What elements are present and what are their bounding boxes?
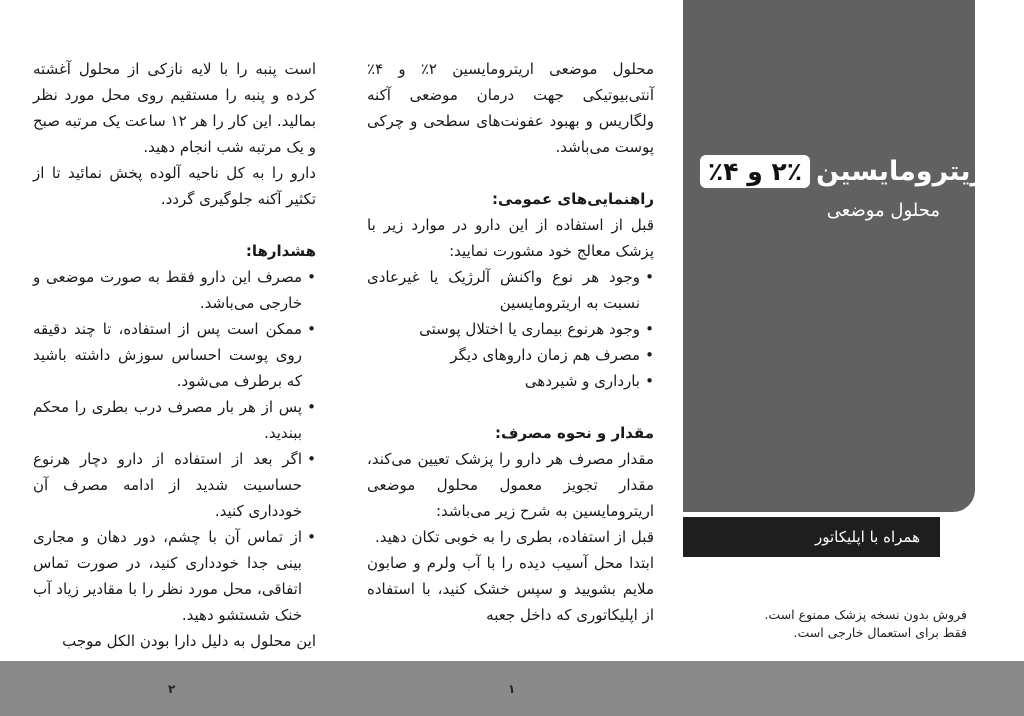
dosage-paragraph-3: ابتدا محل آسیب دیده را با آب ولرم و صابون ملایم بشویید و سپس خشک کنید، با استفاده از اپلیکاتوری که داخل جعبه [367,554,654,624]
applicator-label: همراه با اپلیکاتور [814,528,920,546]
page-number-1: ۱ [508,682,516,696]
continued-paragraph-2: دارو را به کل ناحیه آلوده پخش نمائید تا از تکثیر آکنه جلوگیری گردد. [33,164,316,208]
page-2-column [33,56,316,654]
product-strength: ۲٪ و ۴٪ [700,155,810,188]
warnings-list [33,264,316,628]
list-item: • مصرف هم زمان داروهای دیگر [367,342,654,368]
notice-prescription: فروش بدون نسخه پزشک ممنوع است. [764,607,967,622]
list-item: • بارداری و شیردهی [367,368,654,394]
list-item: • اگر بعد از استفاده از دارو دچار هرنوع حساسیت شدید از ادامه مصرف آن خودداری کنید. [33,446,316,524]
product-title-box [700,150,1005,192]
dosage-paragraph-1: مقدار مصرف هر دارو را پزشک تعیین می‌کند، مقدار تجویز معمول محلول موضعی اریترومایسین به شرح زیر می‌باشد: [367,450,654,520]
list-item: • وجود هرنوع بیماری یا اختلال پوستی [367,316,654,342]
intro-paragraph: محلول موضعی اریترومایسین ۲٪ و ۴٪ آنتی‌بیوتیکی جهت درمان موضعی آکنه ولگاریس و بهبود عفونت‌های سطحی و چرکی پوست می‌باشد. [367,60,654,156]
general-heading: راهنمایی‌های عمومی: [492,190,654,208]
product-title: اریترومایسین [816,155,996,187]
product-subtitle: محلول موضعی [826,200,940,221]
dosage-heading: مقدار و نحوه مصرف: [494,424,654,442]
applicator-banner [683,517,940,557]
warnings-heading: هشدارها: [245,242,316,260]
notice-external-use: فقط برای استعمال خارجی است. [793,625,967,640]
list-item: • از تماس آن با چشم، دور دهان و مجاری بینی جدا خودداری کنید، در صورت تماس اتفاقی، محل مورد نظر را با مقادیر زیاد آب خنک شستشو دهید. [33,524,316,628]
list-item: • وجود هر نوع واکنش آلرژیک یا غیرعادی نسبت به اریترومایسین [367,264,654,316]
list-item: • مصرف این دارو فقط به صورت موضعی و خارجی می‌باشد. [33,264,316,316]
list-item: • ممکن است پس از استفاده، تا چند دقیقه روی پوست احساس سوزش داشته باشید که برطرف می‌شود. [33,316,316,394]
cover-panel [683,0,975,512]
general-text: قبل از استفاده از این دارو در موارد زیر با پزشک معالج خود مشورت نمایید: [367,216,654,260]
page-1-column [367,56,654,628]
dosage-paragraph-2: قبل از استفاده، بطری را به خوبی تکان دهید. [374,528,654,546]
legal-notice [707,606,967,642]
page-number-2: ۲ [168,682,176,696]
list-item: • پس از هر بار مصرف درب بطری را محکم ببندید. [33,394,316,446]
continued-paragraph-1: است پنبه را با لایه نازکی از محلول آغشته کرده و پنبه را مستقیم روی محل مورد نظر بمالید. این کار را هر ۱۲ ساعت یک مرتبه صبح و یک مرتبه شب انجام دهید. [33,60,317,156]
tail-paragraph: این محلول به دلیل دارا بودن الکل موجب [62,632,316,650]
general-list [367,264,654,394]
